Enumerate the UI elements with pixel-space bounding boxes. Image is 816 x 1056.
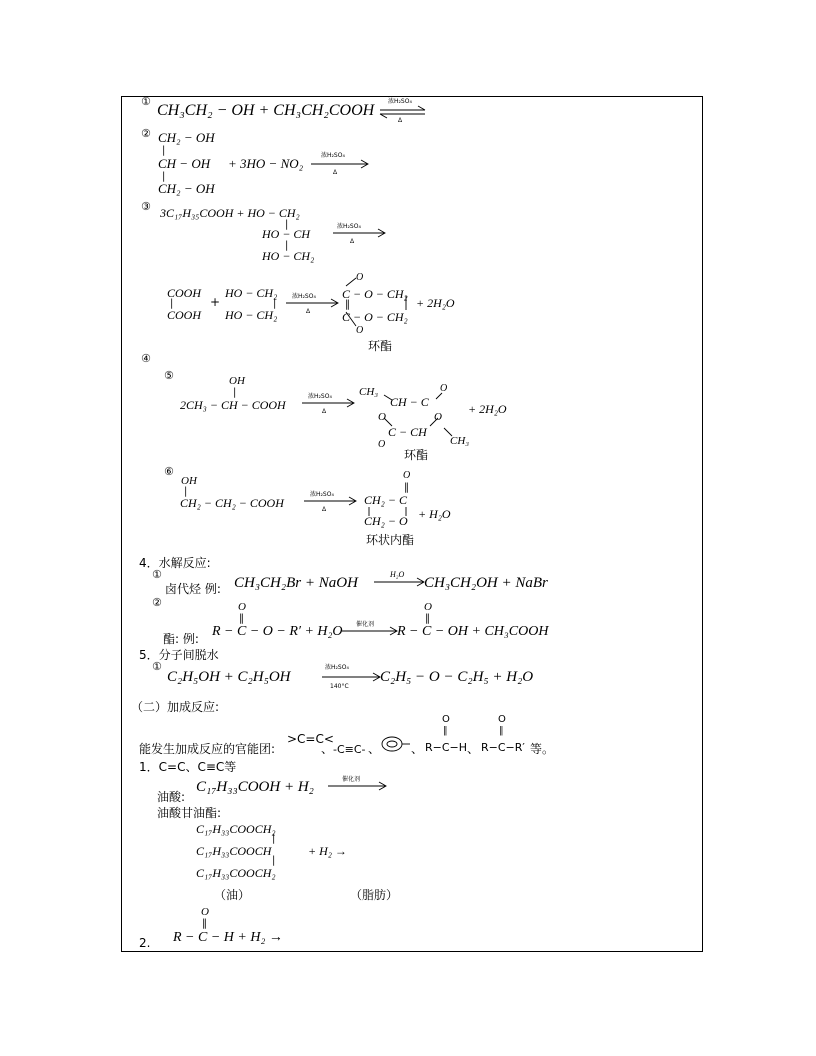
- lactone-water: + H₂O: [418, 507, 451, 521]
- lactic-water: + 2H₂O: [468, 402, 507, 416]
- dehydration-left: C₂H₅OH + C₂H₅OH: [167, 669, 291, 685]
- dehydration-right: C₂H₅ − O − C₂H₅ + H₂O: [380, 669, 534, 685]
- ester-cond: 催化剂: [356, 621, 375, 628]
- eq3-heat: Δ: [350, 238, 355, 245]
- glycol-bond: |: [273, 298, 277, 309]
- lactone-bond: |: [184, 486, 188, 497]
- lactone-heat: Δ: [322, 506, 327, 513]
- oxalic-product-o1: O: [356, 272, 364, 283]
- oxalic-product-row2: C − O − CH₂: [342, 310, 408, 324]
- lactic-arrow: [302, 399, 354, 407]
- lactic-p-ch3: CH₃: [359, 386, 379, 398]
- lactic-p-o1: O: [378, 411, 386, 423]
- lactic-p-ch3b: CH₃: [450, 435, 470, 447]
- lactic-p-bot: C − CH: [388, 425, 427, 439]
- glycol-row2: HO − CH₂: [225, 308, 278, 322]
- eq2-reagent: + 3HO − NO₂: [228, 156, 304, 171]
- lactone-p-bot: CH₂ − O: [364, 514, 408, 528]
- oleic-eq: C₁₇H₃₃COOH + H₂: [196, 779, 314, 795]
- ketone-dbl: ‖: [499, 726, 504, 736]
- lactic-p-o2: O: [434, 411, 442, 423]
- lactic-product-name: 环酯: [404, 448, 429, 462]
- lactic-p-top: CH − C: [390, 395, 429, 409]
- eq3-row2: HO − CH: [262, 227, 311, 241]
- ester-prod-o: O: [424, 601, 432, 613]
- lactic-ring-bonds: [384, 393, 452, 439]
- olein-h2: + H₂ →: [308, 844, 347, 858]
- marker-6: ⑥: [164, 465, 174, 478]
- lactone-p-o: O: [403, 470, 411, 481]
- lactone-p-dbl: ‖: [404, 482, 409, 493]
- alkene-group: >C=C<: [287, 732, 334, 746]
- ester-dbl: ‖: [239, 613, 244, 624]
- groups-sep-3: 、: [411, 742, 424, 756]
- lactic-p-o-bot: O: [378, 439, 386, 450]
- lactic-bond: |: [233, 387, 237, 398]
- lactone-oh: OH: [181, 475, 197, 487]
- aldehyde-group: R−C−H: [425, 741, 468, 754]
- eq1-reversible-arrow: [380, 106, 425, 118]
- dehydration-catalyst: 浓H₂SO₄: [325, 664, 349, 671]
- oleic-cond: 催化剂: [342, 776, 361, 783]
- oxalic-acid-row1: COOH: [167, 286, 202, 300]
- lactone-p-top: CH₂ − C: [364, 493, 407, 507]
- dehydration-heading: 5．分子间脱水: [139, 648, 219, 662]
- eq3-bond2: |: [285, 240, 289, 251]
- groups-sep-4: 、: [467, 742, 480, 756]
- eq1-heat: Δ: [398, 117, 403, 124]
- marker-1: ①: [141, 95, 151, 108]
- ester-o: O: [238, 601, 246, 613]
- oxalic-product-bond: ‖: [345, 299, 350, 310]
- eq2-arrow: [311, 160, 368, 168]
- olein-row3: C₁₇H₃₃COOCH₂: [196, 866, 276, 880]
- ester-eq-left: R − C − O − R′ + H₂O: [212, 624, 343, 639]
- hydrolysis-marker-1: ①: [152, 568, 162, 581]
- oleic-arrow: [328, 782, 386, 790]
- dehydration-marker-1: ①: [152, 660, 162, 673]
- olein-label: 油酸甘油酯:: [157, 806, 222, 820]
- oxalic-heat: Δ: [306, 308, 311, 315]
- olein-bond1: |: [272, 833, 276, 844]
- eq3-left: 3C₁₇H₃₅COOH + HO − CH₂: [160, 206, 300, 220]
- glycol-row1: HO − CH₂: [225, 286, 278, 300]
- lactic-p-o-top: O: [440, 383, 448, 394]
- dehydration-arrow: [322, 673, 380, 681]
- lactic-catalyst: 浓H₂SO₄: [308, 393, 332, 400]
- ketone-group: R−C−R′: [481, 741, 525, 754]
- item-2-number: 2.: [139, 936, 151, 950]
- aldehyde-o: O: [442, 714, 450, 725]
- aldehyde-eq-o: O: [201, 906, 209, 918]
- marker-4: ④: [141, 352, 151, 365]
- oxalic-ring-bonds: [346, 278, 406, 326]
- alkyne-group: -C≡C-: [333, 743, 366, 756]
- marker-2: ②: [141, 127, 151, 140]
- lactone-ring-bonds: [369, 507, 406, 516]
- marker-3: ③: [141, 200, 151, 213]
- aldehyde-eq: R − C − H + H₂ →: [173, 930, 283, 945]
- eq3-bond1: |: [285, 219, 289, 230]
- marker-5: ⑤: [164, 369, 174, 382]
- oxalic-arrow: [286, 299, 338, 307]
- oxalic-product-name: 环酯: [368, 339, 393, 353]
- ester-prod-dbl: ‖: [425, 613, 430, 624]
- lactic-oh: OH: [229, 375, 245, 387]
- eq2-row2: CH − OH: [158, 156, 211, 171]
- olein-row2: C₁₇H₃₃COOCH: [196, 844, 272, 858]
- olein-row1: C₁₇H₃₃COOCH₂: [196, 822, 276, 836]
- olein-bond2: |: [272, 855, 276, 866]
- oxalic-acid-bond: |: [170, 298, 174, 309]
- eq2-row1: CH₂ − OH: [158, 130, 215, 145]
- oxalic-acid-row2: COOH: [167, 308, 202, 322]
- lactone-left: CH₂ − CH₂ − COOH: [180, 496, 284, 510]
- eq2-bond1: |: [162, 145, 166, 156]
- oxalic-product-row1: C − O − CH₂: [342, 287, 408, 301]
- aldehyde-dbl: ‖: [443, 726, 448, 736]
- eq2-row3: CH₂ − OH: [158, 181, 215, 196]
- ester-eq-right: R − C − OH + CH₃COOH: [397, 624, 549, 639]
- lactic-left: 2CH₃ − CH − COOH: [180, 398, 286, 412]
- eq3-arrow: [333, 229, 385, 237]
- eq3-row3: HO − CH₂: [262, 249, 315, 263]
- hydrolysis-marker-2: ②: [152, 596, 162, 609]
- ester-label: 酯: 例:: [163, 632, 199, 646]
- groups-sep-2: 、: [368, 742, 381, 756]
- oxalic-product-o2: O: [356, 325, 364, 336]
- fat-label: （脂肪）: [350, 888, 399, 902]
- eq2-catalyst: 浓H₂SO₄: [321, 152, 345, 159]
- groups-tail: 等。: [530, 742, 555, 756]
- haloalkane-left: CH₃CH₂Br + NaOH: [234, 575, 358, 591]
- lactone-product-name: 环状内酯: [366, 533, 415, 547]
- oleic-label: 油酸:: [157, 790, 186, 804]
- item-1: 1．C=C、C≡C等: [139, 760, 237, 774]
- eq3-catalyst: 浓H₂SO₄: [337, 223, 361, 230]
- oil-label: （油）: [214, 888, 251, 902]
- dehydration-temp: 140°C: [330, 683, 349, 690]
- eq2-bond2: |: [162, 171, 166, 182]
- groups-sep-1: 、: [321, 742, 334, 756]
- eq1-catalyst: 浓H₂SO₄: [388, 98, 412, 105]
- oxalic-plus: +: [210, 295, 221, 309]
- haloalkane-cond: H₂O: [390, 570, 405, 579]
- benzene-ring-glyph: [382, 737, 410, 751]
- lactone-catalyst: 浓H₂SO₄: [310, 491, 334, 498]
- eq2-heat: Δ: [333, 169, 338, 176]
- haloalkane-right: CH₃CH₂OH + NaBr: [424, 575, 548, 591]
- ketone-o: O: [498, 714, 506, 725]
- haloalkane-label: 卤代烃 例:: [165, 582, 221, 596]
- oxalic-catalyst: 浓H₂SO₄: [292, 293, 316, 300]
- lactic-heat: Δ: [322, 408, 327, 415]
- ester-hydrolysis-arrow: [342, 627, 397, 635]
- hydrolysis-heading: 4．水解反应:: [139, 556, 211, 570]
- haloalkane-arrow: [374, 578, 424, 586]
- eq1-reactants: CH₃CH₂ − OH + CH₃CH₂COOH: [157, 102, 375, 119]
- aldehyde-eq-dbl: ‖: [202, 918, 207, 929]
- oxalic-water: + 2H₂O: [416, 296, 455, 310]
- lactone-arrow: [304, 497, 356, 505]
- addition-heading: （二）加成反应:: [131, 700, 220, 714]
- groups-label: 能发生加成反应的官能团:: [139, 742, 276, 756]
